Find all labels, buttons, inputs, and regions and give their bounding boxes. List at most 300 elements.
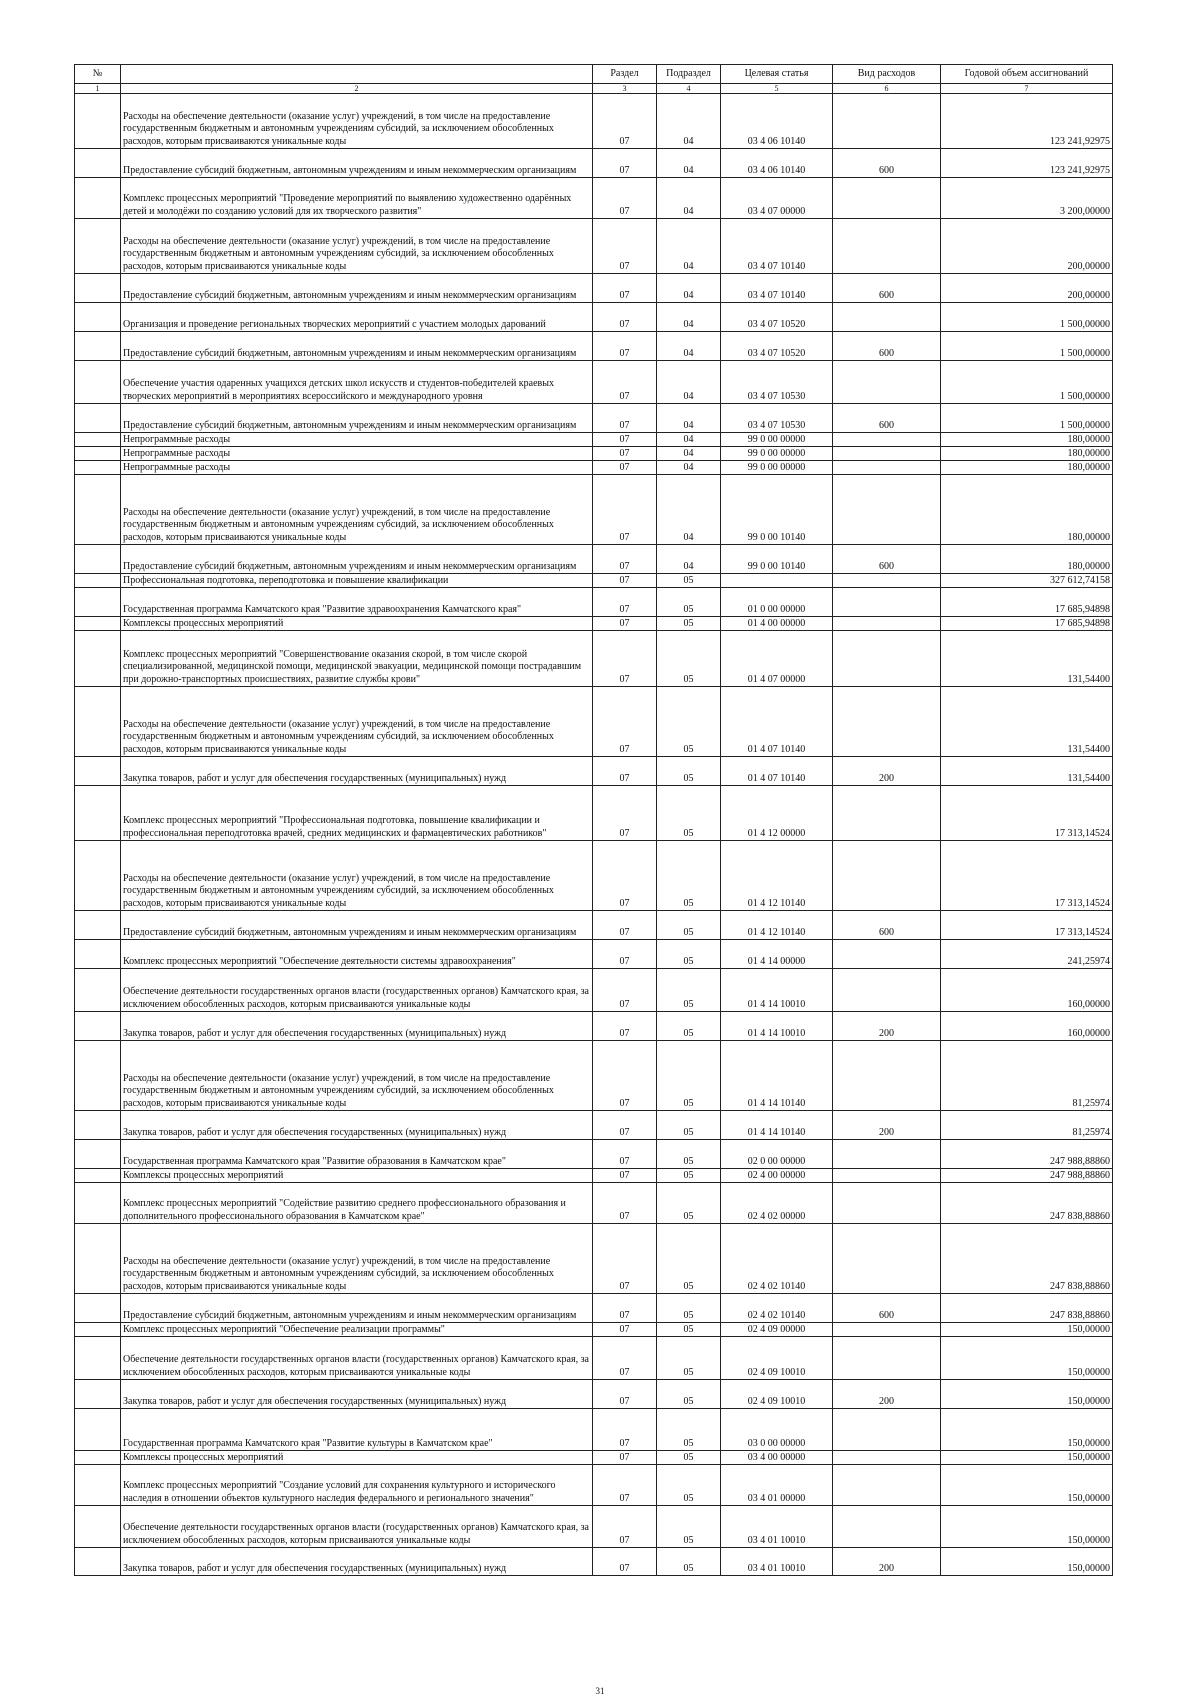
row-amount-cell: 131,54400: [941, 687, 1113, 757]
row-target-article-cell: 01 4 14 10140: [721, 1041, 833, 1111]
row-razdel-cell: 07: [593, 841, 657, 911]
table-row: [75, 447, 1113, 461]
row-name-cell: Обеспечение деятельности государственных органов власти (государственных органов) Камчатского края, за исключением обособленных расходов, которым присваиваются уникальные коды: [121, 969, 593, 1012]
row-name-cell: Расходы на обеспечение деятельности (оказание услуг) учреждений, в том числе на предоставление государственным бюджетным и автономным учреждениям субсидий, за исключением обособленных расходов, которым присваиваются уникальные коды: [121, 1224, 593, 1294]
row-target-article-cell: 03 4 01 10010: [721, 1506, 833, 1548]
row-amount-cell: 1 500,00000: [941, 332, 1113, 361]
header-name: [121, 65, 593, 84]
row-target-article-cell: 02 4 00 00000: [721, 1169, 833, 1183]
row-expense-type-cell: [833, 1506, 941, 1548]
row-name-cell: Непрограммные расходы: [121, 461, 593, 475]
row-podrazdel-cell: 05: [657, 911, 721, 940]
row-expense-type-cell: [833, 219, 941, 274]
table-row: [75, 588, 1113, 617]
row-expense-type-cell: [833, 475, 941, 545]
row-razdel-cell: 07: [593, 631, 657, 687]
row-amount-cell: 3 200,00000: [941, 178, 1113, 219]
row-amount-cell: 17 685,94898: [941, 617, 1113, 631]
row-target-article-cell: 03 4 00 00000: [721, 1451, 833, 1465]
row-expense-type-cell: [833, 1409, 941, 1451]
column-number: 1: [75, 84, 121, 94]
row-razdel-cell: 07: [593, 433, 657, 447]
row-amount-cell: 17 685,94898: [941, 588, 1113, 617]
row-podrazdel-cell: 05: [657, 687, 721, 757]
row-razdel-cell: 07: [593, 475, 657, 545]
row-razdel-cell: 07: [593, 1465, 657, 1506]
row-razdel-cell: 07: [593, 1224, 657, 1294]
row-podrazdel-cell: 05: [657, 1012, 721, 1041]
row-target-article-cell: 03 4 07 10520: [721, 303, 833, 332]
row-name-cell: Организация и проведение региональных творческих мероприятий с участием молодых дарований: [121, 303, 593, 332]
table-row: [75, 1548, 1113, 1576]
row-name-cell: Профессиональная подготовка, переподготовка и повышение квалификации: [121, 574, 593, 588]
row-razdel-cell: 07: [593, 1451, 657, 1465]
table-row: [75, 361, 1113, 404]
row-expense-type-cell: [833, 1337, 941, 1380]
column-number: 2: [121, 84, 593, 94]
row-target-article-cell: 02 4 02 00000: [721, 1183, 833, 1224]
row-podrazdel-cell: 04: [657, 274, 721, 303]
row-target-article-cell: 01 4 07 00000: [721, 631, 833, 687]
header-expense-type: Вид расходов: [833, 65, 941, 84]
row-razdel-cell: 07: [593, 1548, 657, 1576]
row-number-cell: [75, 1380, 121, 1409]
row-target-article-cell: 03 4 07 00000: [721, 178, 833, 219]
row-podrazdel-cell: 05: [657, 841, 721, 911]
row-name-cell: Комплекс процессных мероприятий "Содействие развитию среднего профессионального образования и дополнительного профессионального образования в Камчатском крае": [121, 1183, 593, 1224]
row-amount-cell: 200,00000: [941, 219, 1113, 274]
row-amount-cell: 180,00000: [941, 461, 1113, 475]
table-body: [75, 94, 1113, 1576]
row-target-article-cell: 99 0 00 00000: [721, 447, 833, 461]
row-name-cell: Комплекс процессных мероприятий "Обеспечение реализации программы": [121, 1323, 593, 1337]
table-row: [75, 757, 1113, 786]
row-razdel-cell: 07: [593, 178, 657, 219]
row-name-cell: Обеспечение деятельности государственных органов власти (государственных органов) Камчатского края, за исключением обособленных расходов, которым присваиваются уникальные коды: [121, 1337, 593, 1380]
row-expense-type-cell: [833, 1224, 941, 1294]
row-target-article-cell: 99 0 00 00000: [721, 461, 833, 475]
row-name-cell: Комплексы процессных мероприятий: [121, 1169, 593, 1183]
row-amount-cell: 241,25974: [941, 940, 1113, 969]
row-podrazdel-cell: 04: [657, 545, 721, 574]
row-podrazdel-cell: 05: [657, 786, 721, 841]
table-row: [75, 1183, 1113, 1224]
row-target-article-cell: 01 4 14 10140: [721, 1111, 833, 1140]
row-podrazdel-cell: 05: [657, 1294, 721, 1323]
row-target-article-cell: 99 0 00 10140: [721, 545, 833, 574]
row-expense-type-cell: [833, 1465, 941, 1506]
row-expense-type-cell: 600: [833, 332, 941, 361]
table-row: [75, 149, 1113, 178]
row-podrazdel-cell: 05: [657, 1548, 721, 1576]
row-number-cell: [75, 361, 121, 404]
row-number-cell: [75, 303, 121, 332]
row-number-cell: [75, 1169, 121, 1183]
column-number: 4: [657, 84, 721, 94]
row-razdel-cell: 07: [593, 1041, 657, 1111]
row-podrazdel-cell: 05: [657, 1323, 721, 1337]
header-target-article: Целевая статья: [721, 65, 833, 84]
row-expense-type-cell: 600: [833, 404, 941, 433]
row-amount-cell: 1 500,00000: [941, 303, 1113, 332]
table-row: [75, 1506, 1113, 1548]
row-razdel-cell: 07: [593, 274, 657, 303]
row-name-cell: Предоставление субсидий бюджетным, автономным учреждениям и иным некоммерческим организациям: [121, 545, 593, 574]
row-amount-cell: 150,00000: [941, 1337, 1113, 1380]
row-amount-cell: 131,54400: [941, 631, 1113, 687]
header-row: [75, 65, 1113, 84]
row-name-cell: Расходы на обеспечение деятельности (оказание услуг) учреждений, в том числе на предоставление государственным бюджетным и автономным учреждениям субсидий, за исключением обособленных расходов, которым присваиваются уникальные коды: [121, 841, 593, 911]
row-expense-type-cell: 600: [833, 1294, 941, 1323]
header-podrazdel: Подраздел: [657, 65, 721, 84]
row-name-cell: Закупка товаров, работ и услуг для обеспечения государственных (муниципальных) нужд: [121, 1111, 593, 1140]
row-expense-type-cell: [833, 1451, 941, 1465]
row-number-cell: [75, 1465, 121, 1506]
row-podrazdel-cell: 04: [657, 178, 721, 219]
row-expense-type-cell: [833, 94, 941, 149]
row-number-cell: [75, 475, 121, 545]
row-target-article-cell: [721, 574, 833, 588]
row-amount-cell: 247 988,88860: [941, 1169, 1113, 1183]
row-number-cell: [75, 433, 121, 447]
row-podrazdel-cell: 05: [657, 969, 721, 1012]
row-name-cell: Комплекс процессных мероприятий "Обеспечение деятельности системы здравоохранения": [121, 940, 593, 969]
row-number-cell: [75, 404, 121, 433]
row-target-article-cell: 01 4 12 00000: [721, 786, 833, 841]
row-target-article-cell: 02 4 02 10140: [721, 1294, 833, 1323]
table-row: [75, 1224, 1113, 1294]
row-amount-cell: 81,25974: [941, 1111, 1113, 1140]
row-razdel-cell: 07: [593, 1183, 657, 1224]
row-razdel-cell: 07: [593, 1111, 657, 1140]
row-name-cell: Комплекс процессных мероприятий "Проведение мероприятий по выявлению художественно одарённых детей и молодёжи по созданию условий для их творческого развития": [121, 178, 593, 219]
row-name-cell: Предоставление субсидий бюджетным, автономным учреждениям и иным некоммерческим организациям: [121, 332, 593, 361]
header-annual-amount: Годовой объем ассигнований: [941, 65, 1113, 84]
row-razdel-cell: 07: [593, 404, 657, 433]
row-name-cell: Расходы на обеспечение деятельности (оказание услуг) учреждений, в том числе на предоставление государственным бюджетным и автономным учреждениям субсидий, за исключением обособленных расходов, которым присваиваются уникальные коды: [121, 475, 593, 545]
row-amount-cell: 150,00000: [941, 1548, 1113, 1576]
table-row: [75, 274, 1113, 303]
table-row: [75, 475, 1113, 545]
row-razdel-cell: 07: [593, 1294, 657, 1323]
row-name-cell: Закупка товаров, работ и услуг для обеспечения государственных (муниципальных) нужд: [121, 1380, 593, 1409]
row-expense-type-cell: [833, 447, 941, 461]
row-name-cell: Комплекс процессных мероприятий "Создание условий для сохранения культурного и исторического наследия в отношении объектов культурного наследия федерального и регионального значения": [121, 1465, 593, 1506]
row-number-cell: [75, 447, 121, 461]
row-podrazdel-cell: 05: [657, 1140, 721, 1169]
row-name-cell: Закупка товаров, работ и услуг для обеспечения государственных (муниципальных) нужд: [121, 757, 593, 786]
row-amount-cell: 247 838,88860: [941, 1183, 1113, 1224]
row-amount-cell: 327 612,74158: [941, 574, 1113, 588]
row-name-cell: Закупка товаров, работ и услуг для обеспечения государственных (муниципальных) нужд: [121, 1548, 593, 1576]
row-target-article-cell: 01 4 14 10010: [721, 969, 833, 1012]
row-amount-cell: 180,00000: [941, 433, 1113, 447]
row-podrazdel-cell: 05: [657, 1451, 721, 1465]
budget-table-sheet: [74, 64, 1112, 1576]
row-razdel-cell: 07: [593, 219, 657, 274]
row-expense-type-cell: [833, 617, 941, 631]
row-target-article-cell: 01 4 14 00000: [721, 940, 833, 969]
row-expense-type-cell: [833, 1140, 941, 1169]
row-name-cell: Расходы на обеспечение деятельности (оказание услуг) учреждений, в том числе на предоставление государственным бюджетным и автономным учреждениям субсидий, за исключением обособленных расходов, которым присваиваются уникальные коды: [121, 94, 593, 149]
row-number-cell: [75, 219, 121, 274]
header-number: №: [75, 65, 121, 84]
row-number-cell: [75, 1409, 121, 1451]
row-expense-type-cell: [833, 1169, 941, 1183]
row-podrazdel-cell: 04: [657, 332, 721, 361]
row-expense-type-cell: 600: [833, 911, 941, 940]
table-row: [75, 631, 1113, 687]
page-number: 31: [595, 1686, 605, 1696]
row-amount-cell: 131,54400: [941, 757, 1113, 786]
row-number-cell: [75, 1183, 121, 1224]
row-expense-type-cell: 200: [833, 757, 941, 786]
row-expense-type-cell: [833, 687, 941, 757]
table-row: [75, 617, 1113, 631]
row-number-cell: [75, 687, 121, 757]
table-row: [75, 1337, 1113, 1380]
row-razdel-cell: 07: [593, 303, 657, 332]
row-expense-type-cell: [833, 786, 941, 841]
row-number-cell: [75, 1041, 121, 1111]
table-row: [75, 1140, 1113, 1169]
row-razdel-cell: 07: [593, 361, 657, 404]
row-razdel-cell: 07: [593, 1506, 657, 1548]
column-number: 7: [941, 84, 1113, 94]
table-row: [75, 1380, 1113, 1409]
row-podrazdel-cell: 04: [657, 404, 721, 433]
table-row: [75, 303, 1113, 332]
row-number-cell: [75, 1337, 121, 1380]
row-amount-cell: 1 500,00000: [941, 361, 1113, 404]
table-row: [75, 404, 1113, 433]
row-target-article-cell: 02 4 02 10140: [721, 1224, 833, 1294]
row-podrazdel-cell: 05: [657, 631, 721, 687]
table-row: [75, 911, 1113, 940]
row-podrazdel-cell: 05: [657, 1111, 721, 1140]
row-expense-type-cell: [833, 178, 941, 219]
row-target-article-cell: 01 4 00 00000: [721, 617, 833, 631]
row-expense-type-cell: [833, 1183, 941, 1224]
row-target-article-cell: 03 4 01 10010: [721, 1548, 833, 1576]
row-name-cell: Государственная программа Камчатского края "Развитие здравоохранения Камчатского края": [121, 588, 593, 617]
table-row: [75, 687, 1113, 757]
row-podrazdel-cell: 04: [657, 149, 721, 178]
row-razdel-cell: 07: [593, 786, 657, 841]
row-podrazdel-cell: 04: [657, 447, 721, 461]
row-razdel-cell: 07: [593, 1012, 657, 1041]
row-expense-type-cell: [833, 303, 941, 332]
row-number-cell: [75, 1294, 121, 1323]
row-number-cell: [75, 786, 121, 841]
row-podrazdel-cell: 04: [657, 303, 721, 332]
row-target-article-cell: 02 4 09 10010: [721, 1337, 833, 1380]
row-razdel-cell: 07: [593, 687, 657, 757]
row-razdel-cell: 07: [593, 940, 657, 969]
column-number: 5: [721, 84, 833, 94]
row-name-cell: Комплексы процессных мероприятий: [121, 1451, 593, 1465]
table-row: [75, 1323, 1113, 1337]
row-podrazdel-cell: 05: [657, 1409, 721, 1451]
column-number-row: [75, 84, 1113, 94]
row-expense-type-cell: 200: [833, 1380, 941, 1409]
row-amount-cell: 247 988,88860: [941, 1140, 1113, 1169]
table-row: [75, 94, 1113, 149]
row-number-cell: [75, 1323, 121, 1337]
row-razdel-cell: 07: [593, 574, 657, 588]
row-name-cell: Государственная программа Камчатского края "Развитие образования в Камчатском крае": [121, 1140, 593, 1169]
column-number: 6: [833, 84, 941, 94]
row-expense-type-cell: [833, 361, 941, 404]
row-amount-cell: 17 313,14524: [941, 786, 1113, 841]
row-amount-cell: 160,00000: [941, 1012, 1113, 1041]
row-expense-type-cell: [833, 1323, 941, 1337]
row-amount-cell: 1 500,00000: [941, 404, 1113, 433]
row-number-cell: [75, 574, 121, 588]
row-razdel-cell: 07: [593, 1323, 657, 1337]
table-row: [75, 786, 1113, 841]
row-razdel-cell: 07: [593, 617, 657, 631]
row-amount-cell: 17 313,14524: [941, 841, 1113, 911]
row-podrazdel-cell: 05: [657, 574, 721, 588]
row-expense-type-cell: [833, 588, 941, 617]
row-podrazdel-cell: 05: [657, 1506, 721, 1548]
table-row: [75, 1041, 1113, 1111]
row-number-cell: [75, 1140, 121, 1169]
row-podrazdel-cell: 04: [657, 475, 721, 545]
row-podrazdel-cell: 05: [657, 1465, 721, 1506]
table-row: [75, 1409, 1113, 1451]
row-target-article-cell: 02 4 09 10010: [721, 1380, 833, 1409]
row-podrazdel-cell: 05: [657, 1224, 721, 1294]
row-expense-type-cell: 200: [833, 1548, 941, 1576]
row-amount-cell: 123 241,92975: [941, 94, 1113, 149]
row-amount-cell: 150,00000: [941, 1506, 1113, 1548]
table-row: [75, 178, 1113, 219]
row-podrazdel-cell: 04: [657, 461, 721, 475]
row-razdel-cell: 07: [593, 1409, 657, 1451]
row-number-cell: [75, 911, 121, 940]
row-name-cell: Предоставление субсидий бюджетным, автономным учреждениям и иным некоммерческим организациям: [121, 274, 593, 303]
row-name-cell: Комплексы процессных мероприятий: [121, 617, 593, 631]
row-target-article-cell: 01 4 07 10140: [721, 687, 833, 757]
row-name-cell: Непрограммные расходы: [121, 433, 593, 447]
row-amount-cell: 247 838,88860: [941, 1294, 1113, 1323]
row-number-cell: [75, 94, 121, 149]
row-target-article-cell: 02 0 00 00000: [721, 1140, 833, 1169]
row-target-article-cell: 01 0 00 00000: [721, 588, 833, 617]
row-target-article-cell: 99 0 00 00000: [721, 433, 833, 447]
row-number-cell: [75, 940, 121, 969]
row-number-cell: [75, 757, 121, 786]
table-row: [75, 1294, 1113, 1323]
table-row: [75, 1012, 1113, 1041]
table-row: [75, 1451, 1113, 1465]
row-amount-cell: 17 313,14524: [941, 911, 1113, 940]
row-expense-type-cell: 600: [833, 149, 941, 178]
row-target-article-cell: 99 0 00 10140: [721, 475, 833, 545]
row-number-cell: [75, 1451, 121, 1465]
row-target-article-cell: 03 4 07 10140: [721, 274, 833, 303]
row-name-cell: Обеспечение деятельности государственных органов власти (государственных органов) Камчатского края, за исключением обособленных расходов, которым присваиваются уникальные коды: [121, 1506, 593, 1548]
row-target-article-cell: 03 4 01 00000: [721, 1465, 833, 1506]
row-amount-cell: 150,00000: [941, 1380, 1113, 1409]
row-amount-cell: 180,00000: [941, 447, 1113, 461]
row-number-cell: [75, 274, 121, 303]
row-razdel-cell: 07: [593, 545, 657, 574]
row-name-cell: Непрограммные расходы: [121, 447, 593, 461]
row-number-cell: [75, 1506, 121, 1548]
table-row: [75, 1465, 1113, 1506]
table-row: [75, 219, 1113, 274]
row-razdel-cell: 07: [593, 149, 657, 178]
row-razdel-cell: 07: [593, 1169, 657, 1183]
row-name-cell: Предоставление субсидий бюджетным, автономным учреждениям и иным некоммерческим организациям: [121, 911, 593, 940]
row-expense-type-cell: [833, 1041, 941, 1111]
row-razdel-cell: 07: [593, 1337, 657, 1380]
row-razdel-cell: 07: [593, 588, 657, 617]
row-expense-type-cell: [833, 969, 941, 1012]
table-header: [75, 65, 1113, 94]
row-amount-cell: 81,25974: [941, 1041, 1113, 1111]
row-number-cell: [75, 461, 121, 475]
row-name-cell: Предоставление субсидий бюджетным, автономным учреждениям и иным некоммерческим организациям: [121, 404, 593, 433]
row-number-cell: [75, 1012, 121, 1041]
row-number-cell: [75, 178, 121, 219]
row-razdel-cell: 07: [593, 1140, 657, 1169]
row-name-cell: Закупка товаров, работ и услуг для обеспечения государственных (муниципальных) нужд: [121, 1012, 593, 1041]
row-name-cell: Расходы на обеспечение деятельности (оказание услуг) учреждений, в том числе на предоставление государственным бюджетным и автономным учреждениям субсидий, за исключением обособленных расходов, которым присваиваются уникальные коды: [121, 1041, 593, 1111]
row-amount-cell: 150,00000: [941, 1451, 1113, 1465]
row-number-cell: [75, 631, 121, 687]
row-expense-type-cell: [833, 574, 941, 588]
row-podrazdel-cell: 05: [657, 1380, 721, 1409]
row-name-cell: Предоставление субсидий бюджетным, автономным учреждениям и иным некоммерческим организациям: [121, 149, 593, 178]
table-row: [75, 332, 1113, 361]
row-target-article-cell: 01 4 07 10140: [721, 757, 833, 786]
row-amount-cell: 180,00000: [941, 475, 1113, 545]
row-podrazdel-cell: 05: [657, 588, 721, 617]
row-razdel-cell: 07: [593, 94, 657, 149]
row-podrazdel-cell: 05: [657, 1337, 721, 1380]
row-razdel-cell: 07: [593, 969, 657, 1012]
row-amount-cell: 160,00000: [941, 969, 1113, 1012]
row-amount-cell: 150,00000: [941, 1409, 1113, 1451]
row-name-cell: Расходы на обеспечение деятельности (оказание услуг) учреждений, в том числе на предоставление государственным бюджетным и автономным учреждениям субсидий, за исключением обособленных расходов, которым присваиваются уникальные коды: [121, 687, 593, 757]
row-target-article-cell: 03 4 06 10140: [721, 94, 833, 149]
table-row: [75, 841, 1113, 911]
row-target-article-cell: 01 4 12 10140: [721, 841, 833, 911]
row-razdel-cell: 07: [593, 447, 657, 461]
row-name-cell: Предоставление субсидий бюджетным, автономным учреждениям и иным некоммерческим организациям: [121, 1294, 593, 1323]
row-razdel-cell: 07: [593, 461, 657, 475]
row-name-cell: Расходы на обеспечение деятельности (оказание услуг) учреждений, в том числе на предоставление государственным бюджетным и автономным учреждениям субсидий, за исключением обособленных расходов, которым присваиваются уникальные коды: [121, 219, 593, 274]
table-row: [75, 545, 1113, 574]
row-number-cell: [75, 1111, 121, 1140]
table-row: [75, 1111, 1113, 1140]
row-expense-type-cell: [833, 631, 941, 687]
row-number-cell: [75, 588, 121, 617]
row-podrazdel-cell: 04: [657, 361, 721, 404]
row-name-cell: Обеспечение участия одаренных учащихся детских школ искусств и студентов-победителей краевых творческих мероприятий в мероприятиях всероссийского и международного уровня: [121, 361, 593, 404]
row-razdel-cell: 07: [593, 1380, 657, 1409]
row-expense-type-cell: 600: [833, 274, 941, 303]
row-target-article-cell: 02 4 09 00000: [721, 1323, 833, 1337]
row-number-cell: [75, 149, 121, 178]
row-podrazdel-cell: 05: [657, 1183, 721, 1224]
row-number-cell: [75, 969, 121, 1012]
row-podrazdel-cell: 05: [657, 617, 721, 631]
